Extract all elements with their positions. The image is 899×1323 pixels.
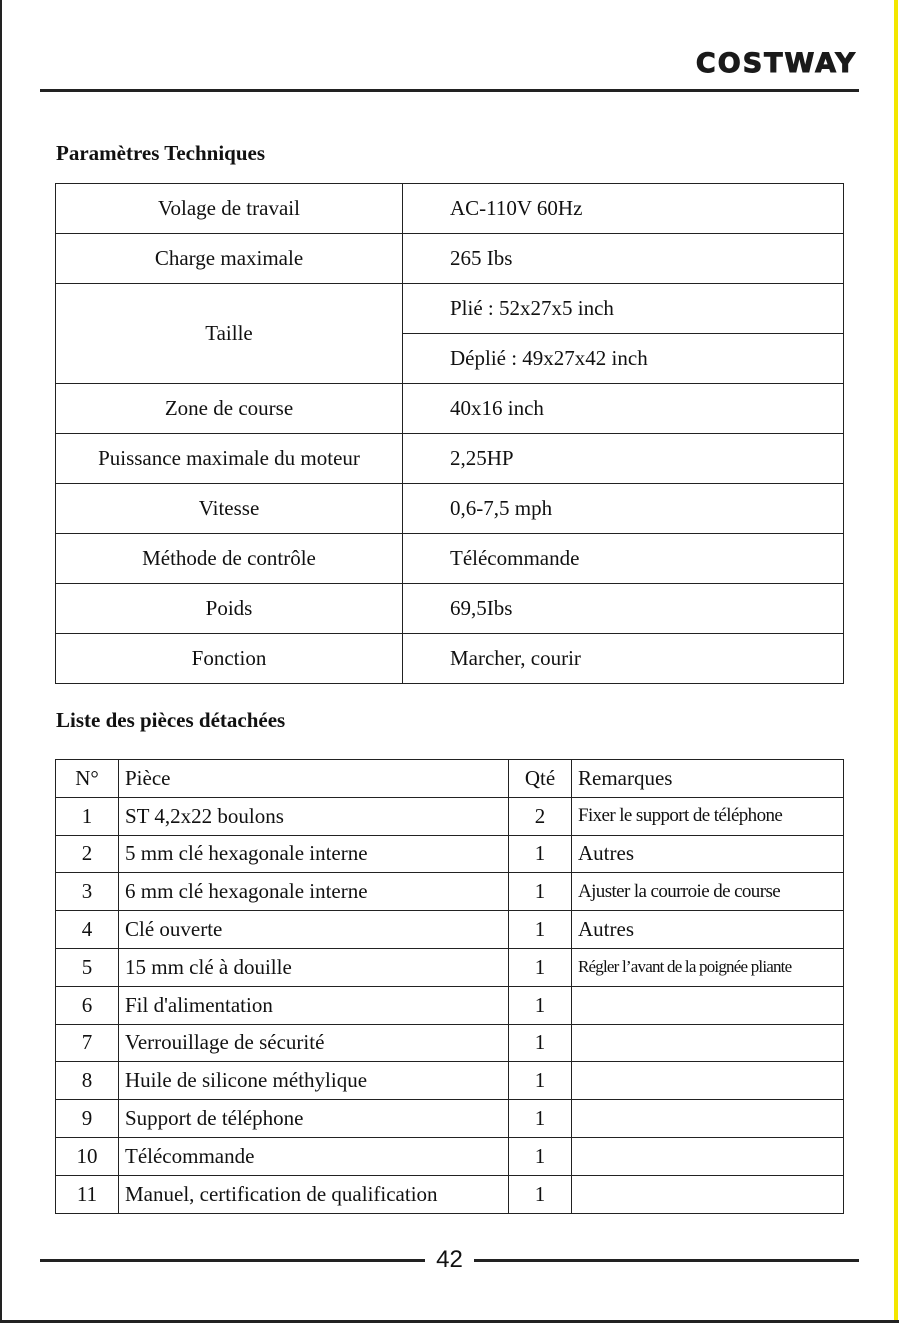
table-row	[56, 1062, 844, 1100]
part-name: Fil d'alimentation	[119, 986, 509, 1024]
part-no: 11	[56, 1175, 119, 1213]
spec-value: Plié : 52x27x5 inch	[403, 284, 844, 334]
part-qty: 1	[509, 873, 572, 911]
table-row	[56, 797, 844, 835]
table-row	[56, 284, 844, 334]
part-qty: 1	[509, 911, 572, 949]
spec-value: Télécommande	[403, 534, 844, 584]
footer-rule-left	[40, 1259, 425, 1262]
part-name: 15 mm clé à douille	[119, 948, 509, 986]
spec-label: Fonction	[56, 634, 403, 684]
part-remarks	[572, 986, 844, 1024]
part-remarks	[572, 1175, 844, 1213]
brand-logo: COSTWAY	[695, 48, 857, 79]
part-remarks	[572, 1137, 844, 1175]
table-row	[56, 873, 844, 911]
spec-label: Volage de travail	[56, 184, 403, 234]
spec-value: AC-110V 60Hz	[403, 184, 844, 234]
part-no: 3	[56, 873, 119, 911]
table-row	[56, 1137, 844, 1175]
table-row	[56, 534, 844, 584]
part-name: Manuel, certification de qualification	[119, 1175, 509, 1213]
part-remarks: Ajuster la courroie de course	[572, 873, 844, 911]
page-border-left	[0, 0, 2, 1323]
part-qty: 2	[509, 797, 572, 835]
specs-table	[55, 183, 844, 684]
table-row	[56, 584, 844, 634]
header-piece: Pièce	[119, 760, 509, 798]
spec-value: 2,25HP	[403, 434, 844, 484]
part-qty: 1	[509, 1062, 572, 1100]
header-qty: Qté	[509, 760, 572, 798]
spec-value: 69,5Ibs	[403, 584, 844, 634]
part-no: 4	[56, 911, 119, 949]
part-no: 1	[56, 797, 119, 835]
table-row	[56, 434, 844, 484]
part-qty: 1	[509, 1100, 572, 1138]
table-row	[56, 184, 844, 234]
part-no: 5	[56, 948, 119, 986]
table-header-row	[56, 760, 844, 798]
footer-rule-right	[474, 1259, 859, 1262]
parts-title: Liste des pièces détachées	[56, 708, 286, 732]
spec-label: Zone de course	[56, 384, 403, 434]
part-remarks: Régler l’avant de la poignée pliante	[572, 948, 844, 986]
spec-label: Vitesse	[56, 484, 403, 534]
part-name: Support de téléphone	[119, 1100, 509, 1138]
part-remarks	[572, 1100, 844, 1138]
part-qty: 1	[509, 1175, 572, 1213]
part-name: Clé ouverte	[119, 911, 509, 949]
spec-value: Marcher, courir	[403, 634, 844, 684]
table-row	[56, 234, 844, 284]
table-row	[56, 948, 844, 986]
page-edge-highlight	[894, 0, 898, 1323]
spec-value: 40x16 inch	[403, 384, 844, 434]
part-name: 6 mm clé hexagonale interne	[119, 873, 509, 911]
table-row	[56, 835, 844, 873]
spec-label: Charge maximale	[56, 234, 403, 284]
spec-value: 0,6-7,5 mph	[403, 484, 844, 534]
header-divider	[40, 89, 859, 92]
part-no: 7	[56, 1024, 119, 1062]
part-name: Huile de silicone méthylique	[119, 1062, 509, 1100]
part-remarks: Autres	[572, 835, 844, 873]
part-no: 9	[56, 1100, 119, 1138]
specs-title: Paramètres Techniques	[56, 141, 266, 165]
part-qty: 1	[509, 1024, 572, 1062]
spec-value: Déplié : 49x27x42 inch	[403, 334, 844, 384]
spec-label: Méthode de contrôle	[56, 534, 403, 584]
part-no: 10	[56, 1137, 119, 1175]
part-name: ST 4,2x22 boulons	[119, 797, 509, 835]
table-row	[56, 1175, 844, 1213]
part-name: Verrouillage de sécurité	[119, 1024, 509, 1062]
part-no: 6	[56, 986, 119, 1024]
part-remarks	[572, 1024, 844, 1062]
part-remarks: Autres	[572, 911, 844, 949]
part-qty: 1	[509, 1137, 572, 1175]
page-number: 42	[436, 1246, 463, 1273]
part-remarks: Fixer le support de téléphone	[572, 797, 844, 835]
part-name: Télécommande	[119, 1137, 509, 1175]
table-row	[56, 384, 844, 434]
part-qty: 1	[509, 835, 572, 873]
part-no: 8	[56, 1062, 119, 1100]
table-row	[56, 986, 844, 1024]
part-no: 2	[56, 835, 119, 873]
parts-table	[55, 759, 844, 1214]
table-row	[56, 911, 844, 949]
header-no: N°	[56, 760, 119, 798]
spec-label: Poids	[56, 584, 403, 634]
table-row	[56, 1100, 844, 1138]
part-remarks	[572, 1062, 844, 1100]
table-row	[56, 634, 844, 684]
part-qty: 1	[509, 986, 572, 1024]
header-remarks: Remarques	[572, 760, 844, 798]
part-qty: 1	[509, 948, 572, 986]
spec-value: 265 Ibs	[403, 234, 844, 284]
spec-label: Taille	[56, 284, 403, 384]
part-name: 5 mm clé hexagonale interne	[119, 835, 509, 873]
spec-label: Puissance maximale du moteur	[56, 434, 403, 484]
table-row	[56, 1024, 844, 1062]
table-row	[56, 484, 844, 534]
